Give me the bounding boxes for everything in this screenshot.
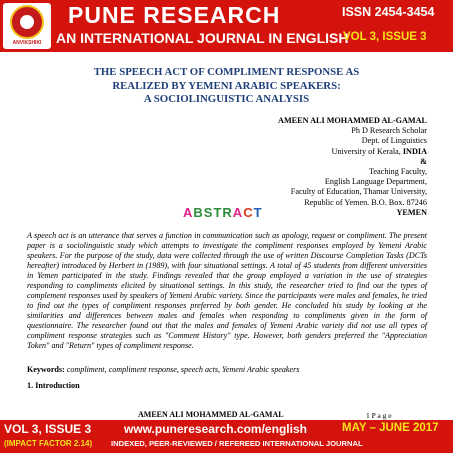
indexed-notice: INDEXED, PEER-REVIEWED / REFEREED INTERNATIONAL JOURNAL bbox=[111, 439, 363, 448]
emblem-icon bbox=[10, 5, 44, 39]
abstract-heading: ABSTRACT bbox=[183, 205, 263, 220]
journal-footer bbox=[0, 420, 453, 453]
journal-subtitle: AN INTERNATIONAL JOURNAL IN ENGLISH bbox=[56, 30, 349, 46]
abstract-text: A speech act is an utterance that serves a function in communication such as apology, request or compliment. The present paper is a sociolinguistic study which attempts to investigate the compliment responses employed by Yemeni Arabic speakers. For the purpose of the study, data were collected through the use of written Discourse Completion Tasks (DCTs hereafter) introduced by Herbert in (1989), with four situational settings. A total of 45 students from different universities in Yemen participated in the study. Findings revealed that the group employed a variation in the use of strategies responding to compliments elicited by situational settings. In this study, the researcher tried to find out the types of complement responses used by speakers of Yemeni Arabic variety. Since the participants were males and females, he tried to find out the types of compliment responses preferred by both gender. He concluded his study by looking at the similarities and differences between males and females when responding to compliments given in the form of questionnaire. The researcher found out that the males and females of Yemeni Arabic variety did not use all types of compliment response strategies such as "Comment History" type. However, both genders preferred the "Appreciation Token" and "Return" types of compliment response. bbox=[27, 231, 427, 350]
country-yemen: YEMEN bbox=[396, 207, 427, 217]
country-india: INDIA bbox=[402, 146, 427, 156]
affil-ampersand: & bbox=[420, 156, 427, 166]
paper-title bbox=[40, 66, 413, 107]
volume-issue: VOL 3, ISSUE 3 bbox=[343, 31, 427, 43]
author-affiliation bbox=[147, 116, 427, 218]
affil-line: English Language Department, bbox=[324, 177, 427, 187]
footer-date: MAY – JUNE 2017 bbox=[342, 422, 439, 434]
title-line: REALIZED BY YEMENI ARABIC SPEAKERS: bbox=[112, 79, 341, 92]
title-line: THE SPEECH ACT OF COMPLIMENT RESPONSE AS bbox=[93, 66, 360, 78]
affil-line: Republic of Yemen. B.O. Box. 87246 bbox=[304, 197, 427, 207]
footer-author: AMEEN ALI MOHAMMED AL-GAMAL bbox=[138, 410, 284, 419]
journal-url[interactable]: www.puneresearch.com/english bbox=[124, 422, 307, 436]
title-line: A SOCIOLINGUISTIC ANALYSIS bbox=[143, 93, 310, 105]
affil-line: Dept. of Linguistics bbox=[361, 136, 427, 146]
keywords: Keywords: compliment, compliment response, speech acts, Yemeni Arabic speakers bbox=[27, 365, 300, 374]
section-heading-introduction: 1. Introduction bbox=[27, 381, 80, 390]
journal-logo bbox=[3, 3, 51, 49]
author-name: AMEEN ALI MOHAMMED AL-GAMAL bbox=[278, 116, 427, 125]
issn: ISSN 2454-3454 bbox=[342, 5, 435, 19]
logo-text: ANVIKSHIKI bbox=[12, 40, 42, 46]
impact-factor: (IMPACT FACTOR 2.14) bbox=[4, 439, 93, 448]
journal-name: PUNE RESEARCH bbox=[68, 2, 281, 28]
affil-line: Ph D Research Scholar bbox=[351, 126, 427, 136]
affil-line: University of Kerala, INDIA bbox=[331, 146, 427, 156]
footer-volume: VOL 3, ISSUE 3 bbox=[4, 422, 92, 436]
affil-line: Faculty of Education, Thamar University, bbox=[290, 187, 427, 197]
page-number: 1 P a g e bbox=[366, 411, 392, 420]
affil-line: Teaching Faculty, bbox=[368, 167, 427, 177]
journal-header bbox=[0, 0, 453, 52]
